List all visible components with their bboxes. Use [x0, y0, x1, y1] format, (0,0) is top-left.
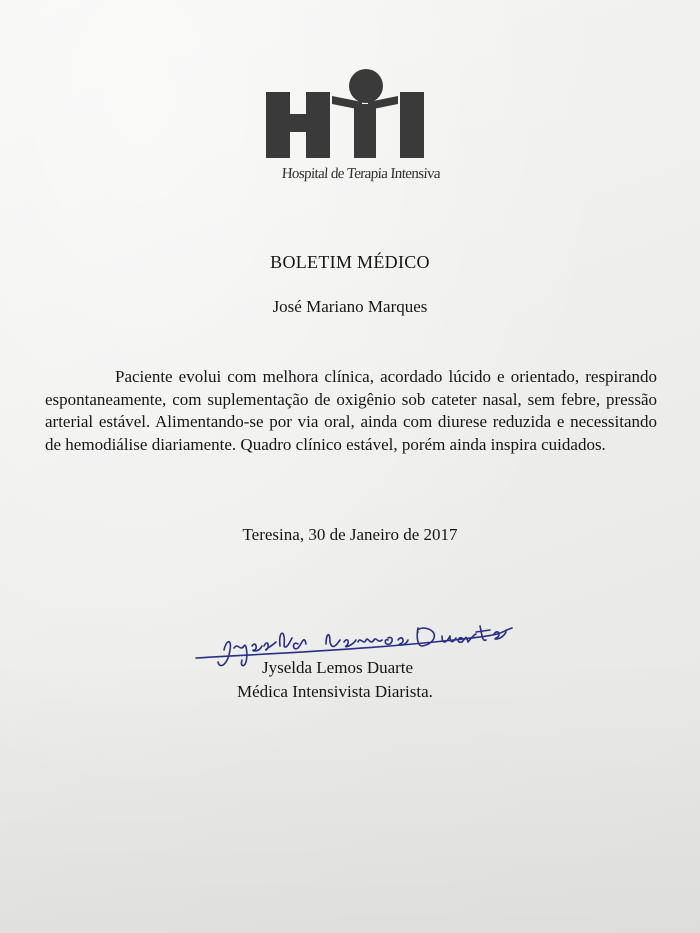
document-title: BOLETIM MÉDICO: [270, 252, 430, 272]
signer-name: Jyselda Lemos Duarte: [262, 658, 414, 677]
signer-role: Médica Intensivista Diarista.: [237, 682, 433, 701]
hospital-name: Hospital de Terapia Intensiva: [281, 166, 441, 182]
medical-report-body: Paciente evolui com melhora clínica, acordado lúcido e orientado, respirando espontaneamente, com suplementação de oxigênio sob cateter nasal, sem febre, pressão arterial estável. Alimentando-se por via oral, ainda com diurese reduzida e necessitando de hemodiálise diariamente. Quadro clínico estável, porém ainda inspira cuidados.: [45, 367, 657, 454]
place-date: Teresina, 30 de Janeiro de 2017: [242, 525, 458, 544]
patient-name: José Mariano Marques: [272, 297, 428, 316]
